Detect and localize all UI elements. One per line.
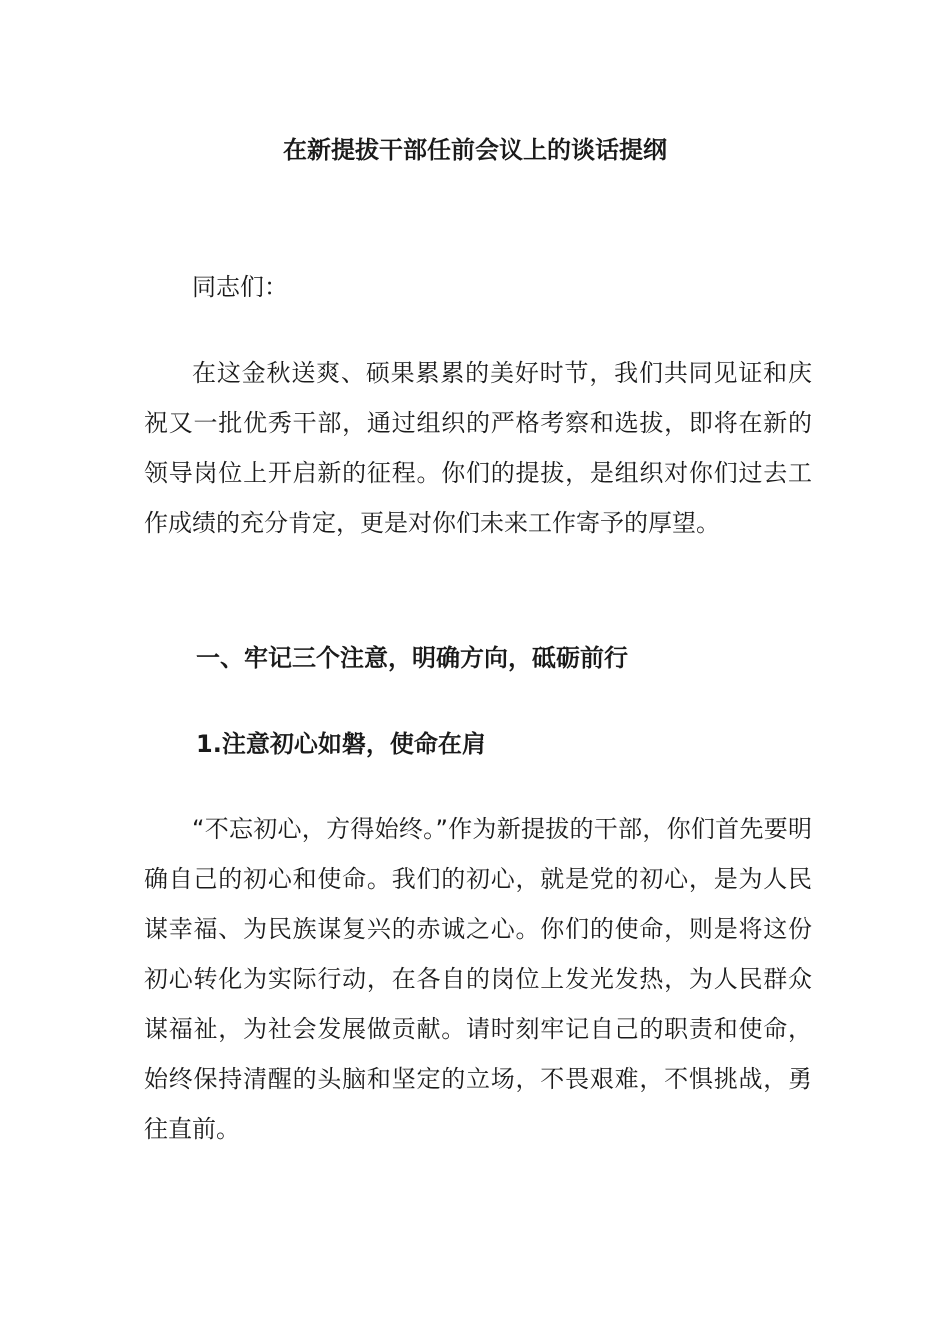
- intro-paragraph: 在这金秋送爽、硕果累累的美好时节，我们共同见证和庆祝又一批优秀干部，通过组织的严格考察和选拔，即将在新的领导岗位上开启新的征程。你们的提拔，是组织对你们过去工作成绩的充分肯定，更是对你们未来工作寄予的厚望。: [144, 359, 812, 537]
- subsection-heading-1: 1.注意初心如磐，使命在肩: [196, 730, 486, 758]
- section-heading-1: 一、牢记三个注意，明确方向，砥砺前行: [196, 644, 628, 672]
- salutation: 同志们：: [192, 273, 288, 301]
- subsection-1-paragraph: “不忘初心，方得始终。”作为新提拔的干部，你们首先要明确自己的初心和使命。我们的初心，就是党的初心，是为人民谋幸福、为民族谋复兴的赤诚之心。你们的使命，则是将这份初心转化为实际行动，在各自的岗位上发光发热，为人民群众谋福祉，为社会发展做贡献。请时刻牢记自己的职责和使命，始终保持清醒的头脑和坚定的立场，不畏艰难，不惧挑战，勇往直前。: [144, 815, 812, 1143]
- document-title: 在新提拔干部任前会议上的谈话提纲: [283, 136, 667, 164]
